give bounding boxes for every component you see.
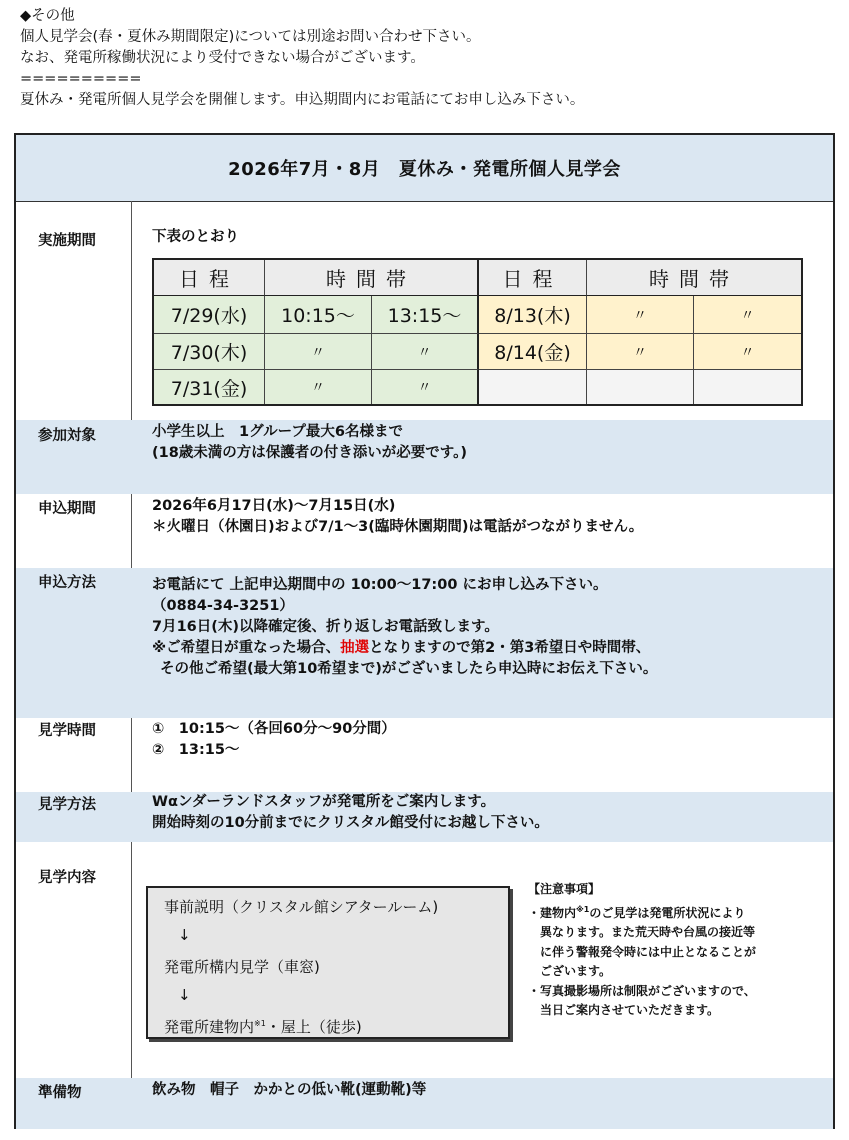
flow-step [164,1016,362,1037]
text-line: （0884-34-3251） [152,598,294,614]
header-time: 時間帯 [265,260,479,296]
schedule-table [152,258,803,406]
intro-line: ========== [20,71,142,87]
target-text [152,422,467,464]
notes-title: 【注意事項】 [528,882,601,896]
text-line: (18歳未満の方は保護者の付き添いが必要です。) [152,445,468,461]
text-line [152,638,657,659]
text-line: 7月16日(木)以降確定後、折り返しお電話致します。 [152,619,499,635]
schedule-empty-cell [694,370,801,404]
schedule-time: 〃 [587,334,694,370]
note-line: に伴う警報発令時には中止となることが [540,944,757,959]
header-date: 日程 [479,260,587,296]
tour-flow-box [146,886,510,1039]
schedule-time: 〃 [694,296,801,334]
schedule-empty-cell [479,370,587,404]
header-date: 日程 [154,260,265,296]
note-line: 当日ご案内させていただきます。 [540,1003,720,1017]
schedule-time: 〃 [265,334,372,370]
label-apply-method: 申込方法 [38,575,96,591]
lottery-highlight: 抽選 [340,640,370,656]
label-visit-time: 見学時間 [38,723,96,739]
page-title: 2026年7月・8月 夏休み・発電所個人見学会 [16,135,833,202]
notes-box [528,880,756,1021]
intro-line: 夏休み・発電所個人見学会を開催します。申込期間内にお電話にてお申し込み下さい。 [20,92,585,108]
label-period: 実施期間 [38,233,96,249]
schedule-time: 〃 [265,370,372,404]
schedule-date: 8/13(木) [479,296,587,334]
text-segment: のご見学は発電所状況により [589,905,746,920]
flow-step: 事前説明（クリスタル館シアタールーム) [164,898,439,916]
intro-line: ◆その他 [20,8,75,24]
text-segment: となりますので第2・第3希望日や時間帯、 [369,640,651,656]
header-time: 時間帯 [587,260,801,296]
note-line: 異なります。また荒天時や台風の接近等 [540,925,756,939]
label-target: 参加対象 [38,428,96,444]
text-line: 2026年6月17日(水)〜7月15日(水) [152,498,396,514]
schedule-time: 〃 [694,334,801,370]
intro-line: 個人見学会(春・夏休み期間限定)については別途お問い合わせ下さい。 [20,29,481,45]
schedule-time: 〃 [372,334,479,370]
schedule-date: 8/14(金) [479,334,587,370]
label-apply-period: 申込期間 [38,501,96,517]
items-text: 飲み物 帽子 かかとの低い靴(運動靴)等 [152,1082,427,1098]
visit-time-text [152,719,396,761]
arrow-down-icon: ↓ [178,986,191,1004]
label-items: 準備物 [38,1085,82,1101]
text-segment: ・建物内 [528,905,577,920]
schedule-time: 〃 [372,370,479,404]
schedule-empty-cell [587,370,694,404]
schedule-date: 7/30(木) [154,334,265,370]
footnote-mark: ※1 [254,1019,266,1028]
intro-line: なお、発電所稼働状況により受付できない場合がございます。 [20,50,425,66]
schedule-time: 〃 [587,296,694,334]
note-line [528,900,756,924]
period-text: 下表のとおり [152,229,239,245]
note-line: ・写真撮影場所は制限がございますので、 [528,983,756,998]
note-line: ございます。 [540,964,612,978]
label-visit-method: 見学方法 [38,797,96,813]
arrow-down-icon: ↓ [178,926,191,944]
text-line: 小学生以上 1グループ最大6名様まで [152,424,404,440]
schedule-time: 13:15〜 [372,296,479,334]
apply-period-text [152,496,643,538]
schedule-date: 7/31(金) [154,370,265,404]
label-visit-content: 見学内容 [38,870,96,886]
text-line: お電話にて 上記申込期間中の 10:00〜17:00 にお申し込み下さい。 [152,577,608,593]
schedule-date: 7/29(水) [154,296,265,334]
schedule-time: 10:15〜 [265,296,372,334]
flow-step: 発電所構内見学（車窓) [164,958,320,976]
text-line: ① 10:15〜（各回60分〜90分間） [152,721,396,737]
text-line: ＊火曜日（休園日)および7/1〜3(臨時休園期間)は電話がつながりません。 [152,519,644,535]
text-segment: 発電所建物内 [164,1018,255,1036]
apply-method-text [152,575,657,680]
text-line: その他ご希望(最大第10希望まで)がございましたら申込時にお伝え下さい。 [160,661,658,677]
text-line: ② 13:15〜 [152,742,240,758]
text-segment: ※ご希望日が重なった場合、 [152,640,341,656]
footnote-mark: ※1 [576,904,590,914]
visit-method-text [152,792,549,834]
intro-text [20,6,840,111]
text-segment: ・屋上（徒歩) [265,1018,362,1036]
text-line: 開始時刻の10分前までにクリスタル館受付にお越し下さい。 [152,815,549,831]
event-info-table [14,133,835,1129]
text-line: Wαンダーランドスタッフが発電所をご案内します。 [152,794,496,810]
